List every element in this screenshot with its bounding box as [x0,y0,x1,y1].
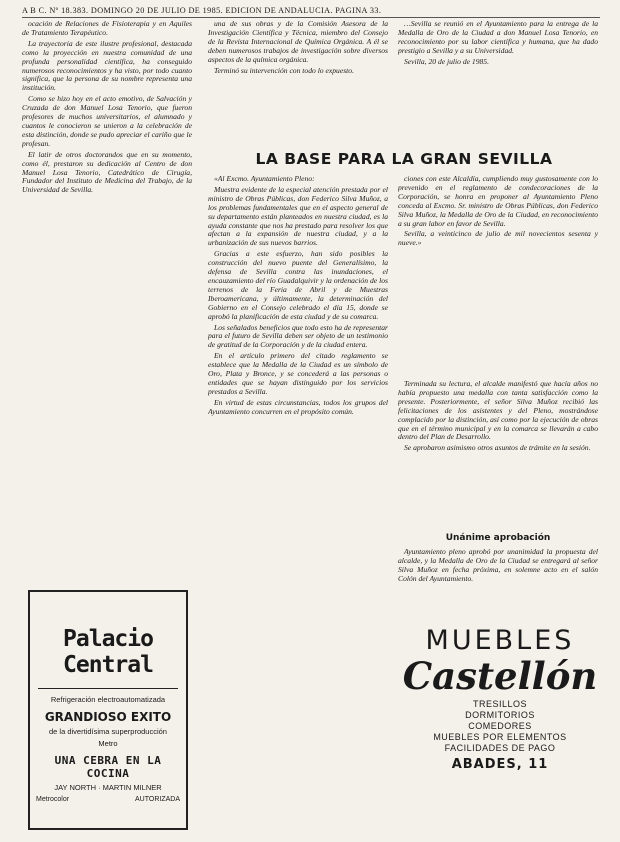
signoff: Sevilla, 20 de julio de 1985. [404,56,489,66]
ad-line: COMEDORES [468,721,532,731]
ad-footer-left: Metrocolor [36,796,70,803]
subheading: Unánime aprobación [445,533,551,543]
column-left [22,20,192,560]
ad-cast: JAY NORTH · MARTIN MILNER [54,783,162,792]
ad-line: FACILIDADES DE PAGO [444,743,556,753]
paragraph: Como se hizo hoy en el acto emotivo, de Salvación y Cruzada de don Manuel Losa Tenorio, que fueron profesores de muchos universitarios, el alumnado y cuantos le conocieron se unieron a la celebración de esta distinción, donde se pudo apreciar el cariño que le profesan. [22,94,192,148]
ad-headline: GRANDIOSO EXITO [44,710,172,724]
paragraph: Terminó su intervención con todo lo expuesto. [214,65,354,75]
paragraph: Sevilla, a veinticinco de julio de mil novecientos sesenta y nueve.» [398,229,598,248]
paragraph: La trayectoria de este ilustre profesional, destacada como la proyección en nuestra comunidad de una profunda personalidad científica, ha conseguido numerosos reconocimientos y ha visto, por todo cuanto significa, que la persona de su nombre representa una institución. [22,38,192,93]
column-right-bottom [398,548,598,616]
column-right [398,175,598,375]
paragraph: Ayuntamiento pleno aprobó por unanimidad la propuesta del alcalde, y la Medalla de Oro de la Ciudad se entregará al señor Silva Muñoz en fecha próxima, en solemne acto en el salón Colón del Ayuntamiento. [398,548,598,583]
article-headline: LA BASE PARA LA GRAN SEVILLA [255,150,553,168]
paragraph: …Sevilla se reunió en el Ayuntamiento para la entrega de la Medalla de Oro de la Ciudad a don Manuel Losa Tenorio, en reconocimiento por su labor científica y humana, que ha dado prestigio a Sevilla y a su Universidad. [398,20,598,55]
paragraph: ocación de Relaciones de Fisioterapia y en Aquiles de Tratamiento Terapéutico. [22,20,192,37]
ad-address: ABADES, 11 [451,757,549,772]
divider [38,688,178,689]
ad-film-title: UNA CEBRA EN LA COCINA [54,754,162,780]
ad-footer-right: AUTORIZADA [135,796,180,803]
paragraph: ciones con este Alcaldía, cumpliendo muy gustosamente con lo prevenido en el reglamento de condecoraciones de la Corporación, se honra en proponer al Ayuntamiento Pleno conceda al Excmo. Sr. ministro de Obras Públicas, don Federico Silva Muñoz, la Medalla de Oro de la Ciudad, en reconocimiento a su gran labor en favor de Sevilla. [398,175,598,228]
paragraph: Se aprobaron asimismo otros asuntos de trámite en la sesión. [404,443,591,453]
paragraph: En el artículo primero del citado reglamento se establece que la Medalla de la Ciudad es un símbolo de Oro, Plata y Bronce, y se concederá a las personas o entidades que se hayan distinguido por los servicios prestados a Sevilla. [208,351,388,396]
paragraph: En virtud de estas circunstancias, todos los grupos del Ayuntamiento concurren en el propósito común. [208,397,388,416]
ad-line: MUEBLES POR ELEMENTOS [433,732,567,742]
ad-line: DORMITORIOS [465,710,535,720]
page-header: A B C. Nº 18.383. DOMINGO 20 DE JULIO DE 1985. EDICION DE ANDALUCIA. PAGINA 33. [22,6,600,18]
ad-brand-top: MUEBLES [425,625,575,656]
furniture-advertisement [400,625,600,835]
column-right-mid [398,380,598,530]
cinema-advertisement [28,590,188,830]
ad-footer [30,796,186,803]
paragraph: Muestra evidente de la especial atención prestada por el ministro de Obras Públicas, don Federico Silva Muñoz, a los problemas fundamentales que en el aspecto general de su departamento están planteados en nuestra ciudad, es la ayuda constante que nos ha prestado para resolver los que afectan a la expansión de nuestra ciudad, y a la urbanización de sus nuevos barrios. [208,184,388,248]
column-right-top [398,20,598,144]
column-middle [208,175,388,820]
ad-brand-script: Castellón [402,654,598,698]
ad-line: Metro [98,739,118,748]
ad-line: Refrigeración electroautomatizada [50,695,166,704]
ad-line: TRESILLOS [472,699,528,709]
paragraph: Gracias a este esfuerzo, han sido posibles la construcción del nuevo puente del Generalísimo, la defensa de Sevilla contra las inundaciones, el encauzamiento del río Guadalquivir y la ordenación de los terrenos de la Feria de Abril y de Muestras Iberoamericana, y últimamente, la determinación del Gobierno en el Consejo celebrado el día 15, donde se aprobó la planificación de esta ciudad y de su comarca. [208,249,388,321]
column-middle-top [208,20,388,144]
ad-line: de la divertidísima superproducción [49,727,167,736]
ad-title: Palacio Central [63,626,153,678]
paragraph: Los señalados beneficios que todo esto ha de representar para el futuro de Sevilla deben ser objeto de un testimonio de gratitud de la Corporación y de la ciudad entera. [208,322,388,350]
paragraph: Terminada su lectura, el alcalde manifestó que hacía años no había propuesto una medalla con tanta satisfacción como la presente. Posteriormente, el señor Silva Muñoz recibió las felicitaciones de los asistentes y del Pleno, mostrándose complacido por la distinción, así como por la ejecución de obras que en el término municipal y en la comarca se llevarán a cabo dentro del Plan de Desarrollo. [398,380,598,442]
paragraph: «Al Excmo. Ayuntamiento Pleno: [214,175,315,183]
paragraph: El latir de otros doctorandos que en su momento, como él, prestaron su dedicación al Centro de don Manuel Losa Tenorio, Catedrático de Cirugía, Fundador del Instituto de Medicina del Trabajo, de la Universidad de Sevilla. [22,149,192,195]
paragraph: una de sus obras y de la Comisión Asesora de la Investigación Científica y Técnica, miembro del Consejo de la Revista Internacional de Química Orgánica. A él se deben numerosos trabajos de investigación sobre diversos aspectos de la química orgánica. [208,20,388,64]
